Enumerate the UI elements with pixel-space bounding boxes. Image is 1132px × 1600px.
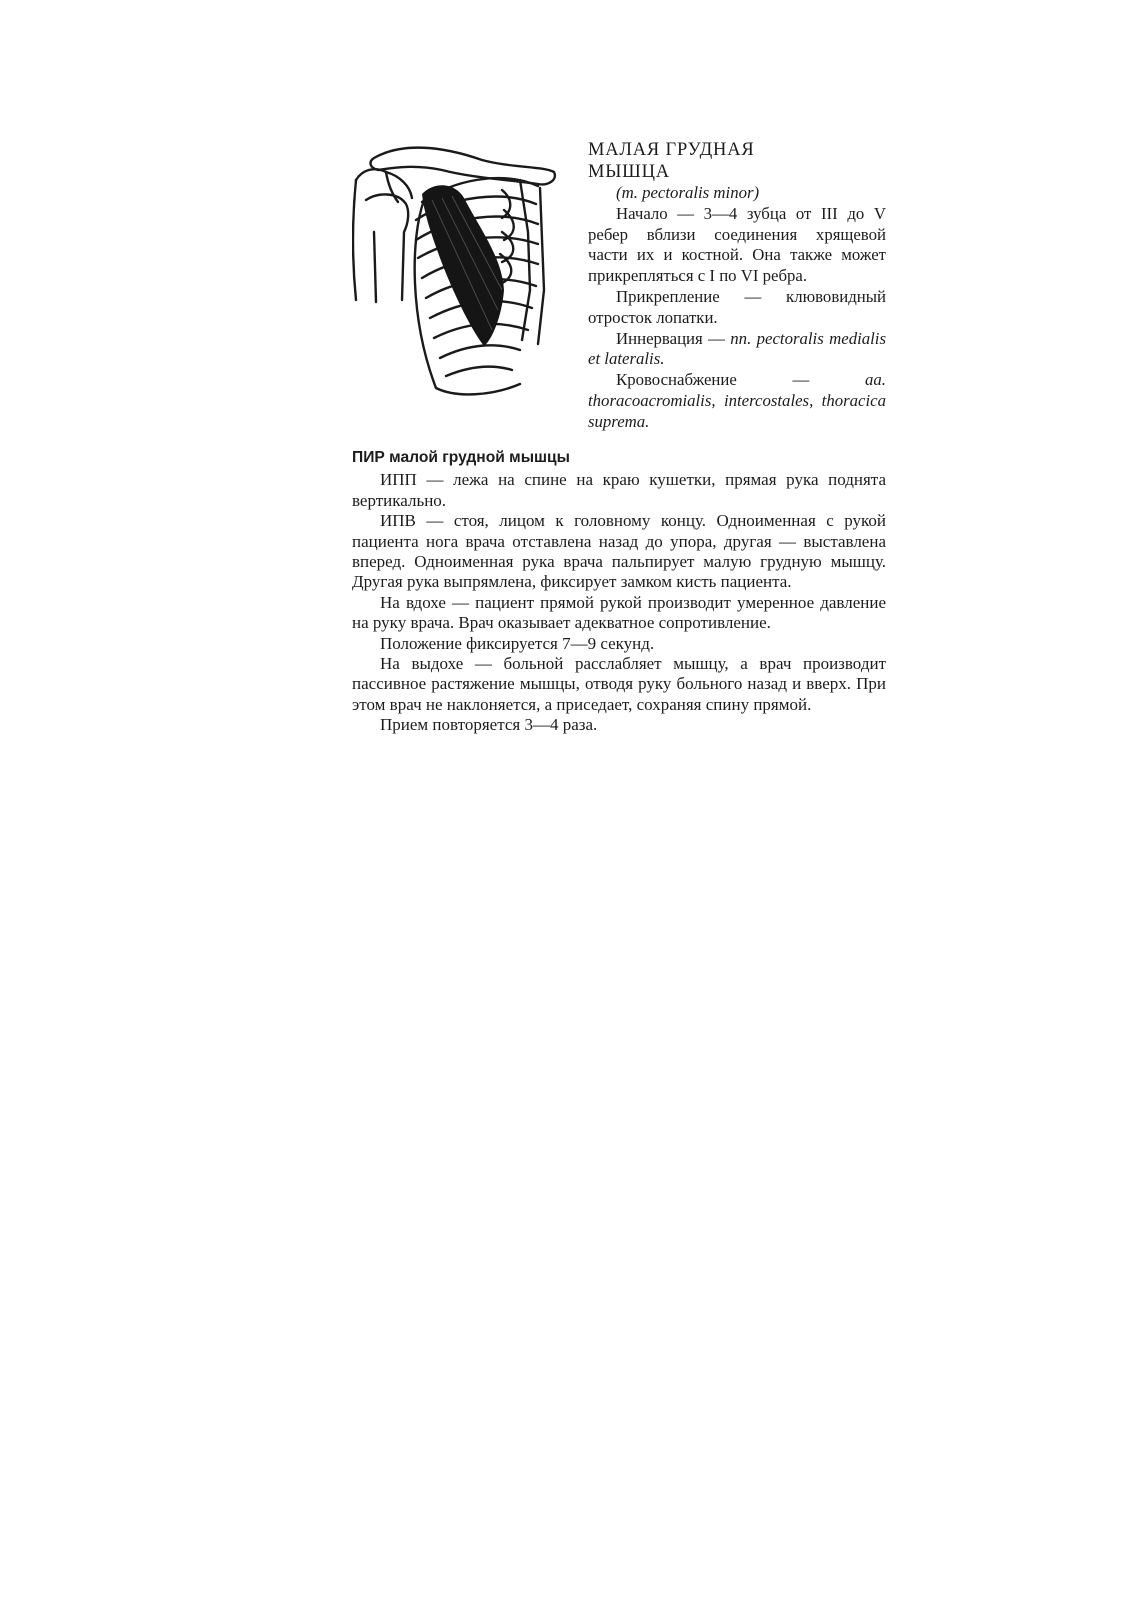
muscle-shape xyxy=(422,185,504,346)
muscle-title-line1: МАЛАЯ ГРУДНАЯ xyxy=(588,140,755,160)
humerus-shape xyxy=(366,194,408,300)
muscle-title xyxy=(588,140,886,183)
blood-supply-text xyxy=(588,370,886,432)
pir-paragraph: Прием повторяется 3—4 раза. xyxy=(380,715,598,735)
page-content xyxy=(352,140,886,736)
pir-paragraph: ИПВ — стоя, лицом к головному концу. Одноименная с рукой пациента нога врача отставлена назад до упора, другая — выставлена вперед. Одноименная рука врача пальпирует малую грудную мышцу. Другая рука выпрямлена, фиксирует замком кисть пациента. xyxy=(352,511,886,592)
pir-paragraph: Положение фиксируется 7—9 секунд. xyxy=(380,633,655,653)
insertion-text: Прикрепление — клювовидный отросток лопатки. xyxy=(588,286,886,327)
innervation-value: nn. pectoralis medialis et lateralis. xyxy=(588,328,886,369)
origin-text: Начало — 3—4 зубца от III до V ребер вблизи соединения хрящевой части их и костной. Она также может прикрепляться с I по VI ребра. xyxy=(588,203,886,286)
pectoralis-minor-illustration xyxy=(352,140,570,400)
latin-name: (m. pectoralis minor) xyxy=(616,183,760,202)
blood-supply-value: aa. thoracoacromialis, intercostales, thoracica suprema. xyxy=(588,370,886,431)
blood-supply-label: Кровоснабжение — xyxy=(616,370,866,390)
pir-paragraph: На вдохе — пациент прямой рукой производит умеренное давление на руку врача. Врач оказывает адекватное сопротивление. xyxy=(352,592,886,633)
muscle-section xyxy=(352,140,886,448)
pir-paragraph: ИПП — лежа на спине на краю кушетки, прямая рука поднята вертикально. xyxy=(352,470,886,510)
pir-paragraph: На выдохе — больной расслабляет мышцу, а врач производит пассивное растяжение мышцы, отводя руку больного назад и вверх. При этом врач не наклоняется, а приседает, сохраняя спину прямой. xyxy=(352,654,886,714)
muscle-description xyxy=(588,140,886,433)
innervation-label: Иннервация — xyxy=(616,328,731,348)
innervation-text xyxy=(588,329,886,371)
muscle-title-line2: МЫШЦА xyxy=(588,161,670,182)
pir-section xyxy=(352,448,886,736)
pir-heading: ПИР малой грудной мышцы xyxy=(352,449,570,466)
